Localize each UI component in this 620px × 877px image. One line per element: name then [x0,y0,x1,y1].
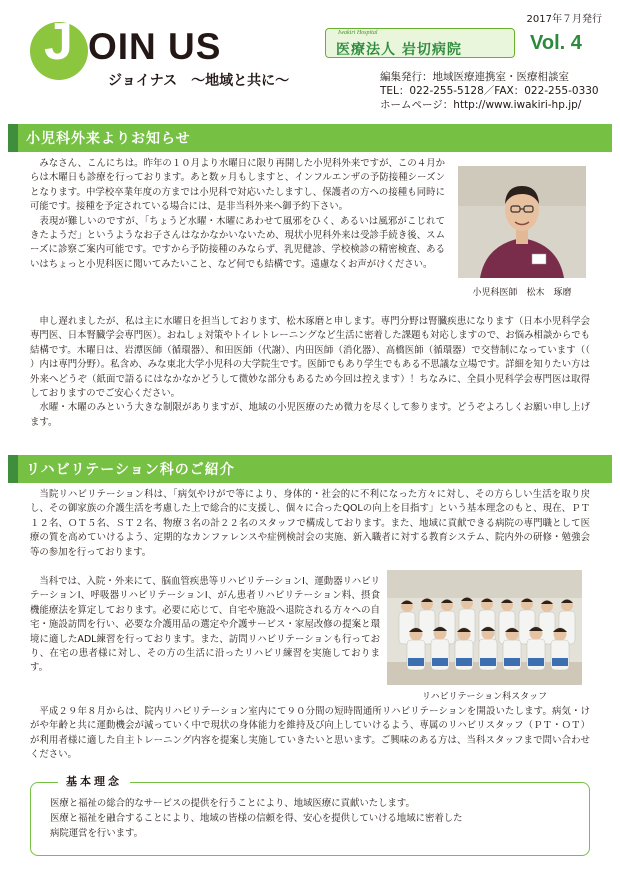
hospital-badge [325,28,515,58]
rehab-text-middle [30,575,380,676]
philosophy-line-2: 医療と福祉を融合することにより、地域の皆様の信頼を得、安心を提供していける地域に密着した [50,813,463,824]
section-header-pediatrics [8,124,612,152]
rehab-text-bottom [30,705,590,763]
philosophy-line-3: 病院運営を行います。 [50,828,143,839]
contact-info [380,70,599,112]
rehab-paragraph-1: 当院リハビリテーション科は、「病気やけがで等により、身体的・社会的に不利になった方々に対し、その方らしい生活を取り戻し、その御家族の介護生活を考慮した上で総合的に支援し、個々に合ったQOLの向上を目指す」という基本理念のもと、現在、ＰＴ１２名、ＯＴ５名、ＳＴ２名、物療３名の計２２名のスタッフで構成しております。また、地域に貢献できる病院の専門職として医療の質を高めていけるよう、定期的なカンファレンスや症例検討会の実施、新入職者に対する教育システム、院内外の研修・勉強会等の参加を行っております。 [30,489,590,558]
tel-fax-line: TEL：022-255-5128／FAX：022-255-0330 [380,85,599,97]
section-header-rehab [8,455,612,483]
rehab-text-top [30,488,590,560]
logo-subtitle: ジョイナス ～地域と共に～ [108,73,290,89]
doctor-photo [458,166,586,278]
rehab-paragraph-2: 当科では、入院・外来にて、脳血管疾患等リハビリテーションⅠ、運動器リハビリテーションⅠ、呼吸器リハビリテーションⅠ、がん患者リハビリテーション料、摂食機能療法を算定しております。必要に応じて、自宅や施設へ退院される方々への自宅・施設訪問を行い、必要な介護用品の選定や介護サービス・家屋改修の提案と環境に適したADL練習を行っております。また、訪問リハビリテーションも行っており、在宅の患者様に対し、その方の生活に沿ったリハビリ練習を実施しております。 [30,576,380,674]
philosophy-title: 基本理念 [58,773,130,789]
pediatrics-text-top [30,157,445,272]
section-header-bar [8,124,18,152]
publisher-line: 編集発行：地域医療連携室・医療相談室 [380,71,569,83]
hospital-name: 医療法人 岩切病院 [336,42,462,58]
hospital-name-english: Iwakiri Hospital [338,30,378,36]
masthead [0,0,620,118]
homepage-link[interactable]: ホームページ：http://www.iwakiri-hp.jp/ [380,99,582,111]
section-header-bar [8,455,18,483]
rehab-staff-photo-illustration [387,570,582,685]
pediatrics-paragraph-1: みなさん、こんにちは。昨年の１０月より水曜日に限り再開した小児科外来ですが、この４月からは木曜日も診療を行っております。あと数ヶ月もしますと、インフルエンザの予防接種シーズンとなります。中学校卒業年度の方までは小児科で対応いたしますし、保護者の方への接種も同時に可能です。接種を予定されている場合には、是非当科外来へ御予約下さい。 [30,158,445,213]
pediatrics-paragraph-2: 表現が難しいのですが、「ちょうど水曜・木曜にあわせて風邪をひく、あるいは風邪がこじれてきたようだ」というようなお子さんはなかなかいないため、現状小児科外来は受診手続き後、スムーズに診察ご案内可能です。ですから予防接種のみならず、乳児健診、学校検診の精密検査、あるいはちょっと小児科医に聞いてみたいこと、など何でも結構です。遠慮なくお声がけください。 [30,215,445,270]
rehab-paragraph-3: 平成２９年８月からは、院内リハビリテーション室内にて９０分間の短時間通所リハビリテーションを開設いたします。病気・けがや年齢と共に運動機会が減っていく中で現状の身体能力を維持及び向上していけるよう、専属のリハビリスタッフ（ＰＴ・ＯＴ）が利用者様に適した自主トレーニング内容を提案し実施していきたいと思います。ご興味のある方は、当科スタッフまで問い合わせください。 [30,706,590,761]
publication-date: 2017年７月発行 [526,14,602,25]
philosophy-line-1: 医療と福祉の総合的なサービスの提供を行うことにより、地域医療に貢献いたします。 [50,798,415,809]
doctor-photo-illustration [458,166,586,278]
section-title-rehab: リハビリテーション科のご紹介 [26,462,235,478]
logo-title: OIN US [88,26,222,67]
pediatrics-text-bottom [30,315,590,430]
rehab-staff-photo [387,570,582,685]
section-title-pediatrics: 小児科外来よりお知らせ [26,131,191,147]
pediatrics-paragraph-4: 水曜・木曜のみという大きな制限がありますが、地域の小児医療のため微力を尽くして参ります。どうぞよろしくお願い申し上げます。 [30,402,590,428]
volume-number: Vol. 4 [530,32,582,54]
philosophy-text [50,796,580,841]
rehab-staff-photo-caption: リハビリテーション科スタッフ [421,692,548,702]
logo-letter-j: J [44,13,73,71]
doctor-photo-caption: 小児科医師 松木 琢磨 [472,288,572,298]
pediatrics-paragraph-3: 申し遅れましたが、私は主に水曜日を担当しております、松木琢磨と申します。専門分野は腎臓疾患になります（日本小児科学会専門医、日本腎臓学会専門医）。おねしょ対策やトイレトレーニングなど生活に密着した課題も対応しますので、お悩み相談からでも結構です。木曜日は、岩潭医師（循環器）、和田医師（代謝）、内田医師（消化器）、高橋医師（循環器）で交替制になっています（（ ）内は専門分野）。私含め、みな東北大学小児科の大学院生です。医師でもあり学生でもある不思議な立場です。詳細を知りたい方は外来へどうぞ（紙面で語るにはなかなかどうして微妙な部分もあるため今回は控えます）！ちなみに、全員小児科学会専門医は取得しておりますのでご安心ください。 [30,316,590,400]
